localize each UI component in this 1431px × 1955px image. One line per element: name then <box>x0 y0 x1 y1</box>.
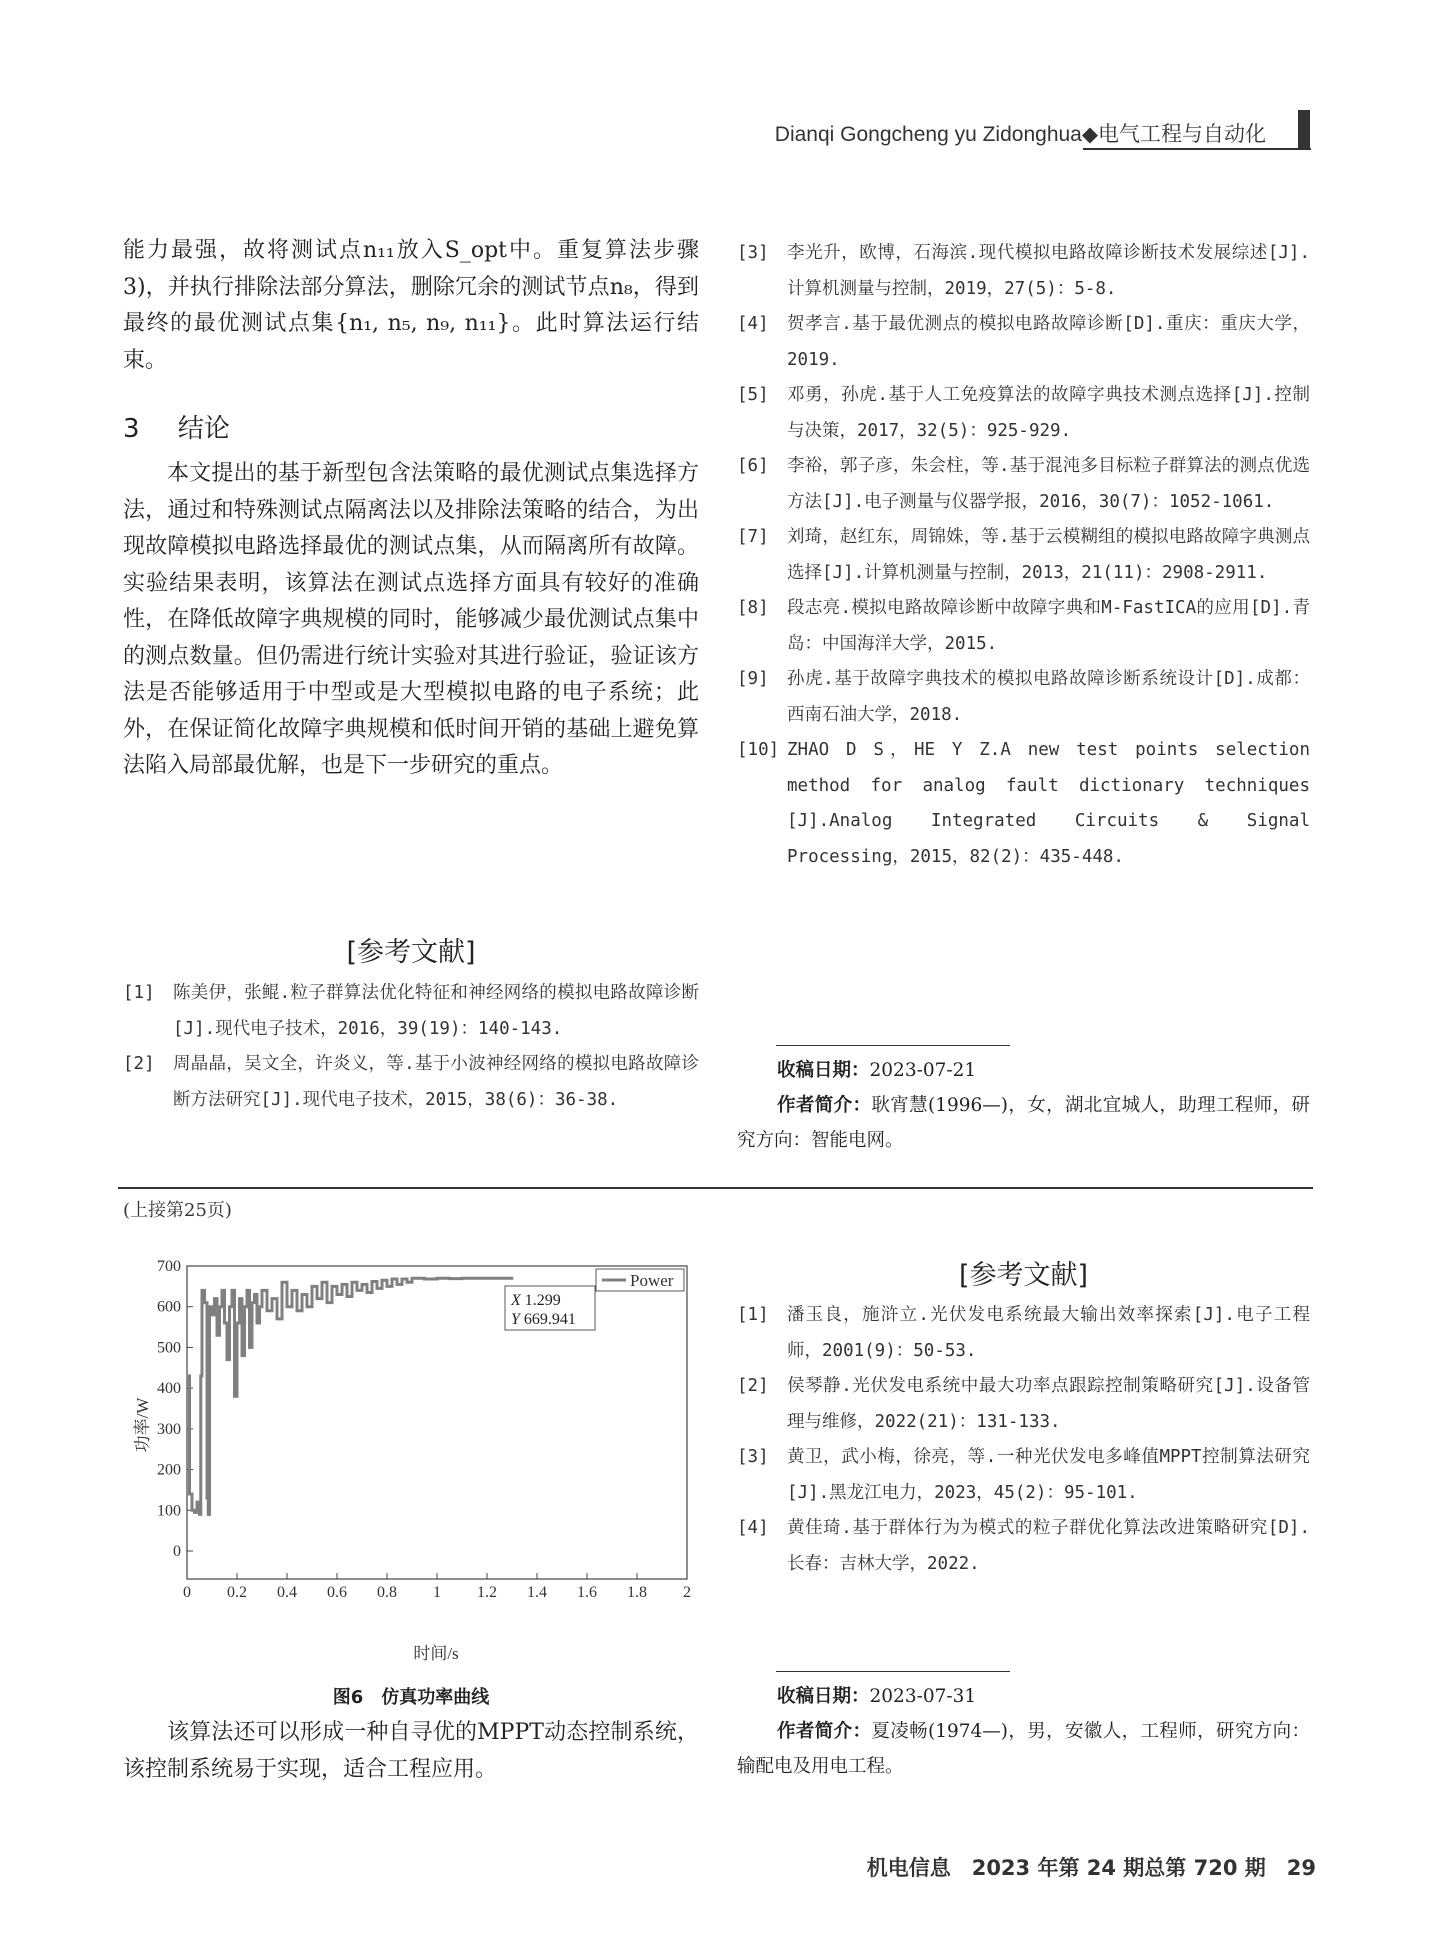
reference-text: 贺孝言.基于最优测点的模拟电路故障诊断[D].重庆：重庆大学，2019. <box>787 314 1310 370</box>
y-tick-label: 300 <box>157 1420 181 1438</box>
x-tick-label: 0.4 <box>277 1584 297 1601</box>
x-tick-label: 1.8 <box>627 1584 647 1601</box>
y-tick-label: 700 <box>157 1258 181 1275</box>
reference-item <box>123 976 699 1047</box>
figure-caption: 图6 仿真功率曲线 <box>332 1687 490 1708</box>
bottom-paragraph: 该算法还可以形成一种自寻优的MPPT动态控制系统，该控制系统易于实现，适合工程应用。 <box>123 1720 699 1782</box>
x-tick-label: 0.8 <box>377 1584 397 1601</box>
reference-text: 李裕，郭子彦，朱会柱，等.基于混沌多目标粒子群算法的测点优选方法[J].电子测量与仪器学报，2016，30(7)：1052-1061. <box>787 456 1310 512</box>
y-tick-label: 400 <box>157 1380 181 1398</box>
left-paragraph-1: 能力最强，故将测试点n₁₁放入S_opt中。重复算法步骤3)，并执行排除法部分算法，删除冗余的测试节点n₈，得到最终的最优测试点集{n₁, n₅, n₉, n₁₁}。此时算法运行结束。 <box>123 238 699 373</box>
article-footnote <box>737 1679 1310 1784</box>
bottom-refs-list <box>737 1298 1310 1582</box>
reference-item <box>737 662 1310 733</box>
reference-text: 孙虎.基于故障字典技术的模拟电路故障诊断系统设计[D].成都：西南石油大学，2018. <box>787 669 1310 725</box>
footnote-rule <box>776 1671 1010 1672</box>
reference-text: 黄佳琦.基于群体行为为模式的粒子群优化算法改进策略研究[D].长春：吉林大学，2022. <box>787 1518 1310 1574</box>
y-axis-label: 功率/W <box>133 1397 152 1453</box>
reference-text: ZHAO D S，HE Y Z.A new test points selection method for analog fault dictionary techniques [J].Analog Integrated Circuits & Signal Processing，2015，82(2)：435-448. <box>787 740 1310 867</box>
reference-item <box>737 520 1310 591</box>
reference-text: 段志亮.模拟电路故障诊断中故障字典和M-FastICA的应用[D].青岛：中国海洋大学，2015. <box>787 598 1310 654</box>
reference-item <box>737 733 1310 875</box>
reference-text: 李光升，欧博，石海滨.现代模拟电路故障诊断技术发展综述[J].计算机测量与控制，2019，27(5)：5-8. <box>787 243 1310 299</box>
right-refs-list <box>737 236 1310 875</box>
received-date: 收稿日期：2023-07-31 <box>777 1686 977 1707</box>
section-divider <box>118 1187 1313 1189</box>
page-footer: 机电信息 2023 年第 24 期总第 720 期 29 <box>866 1856 1316 1880</box>
y-tick-label: 600 <box>157 1298 181 1316</box>
x-tick-label: 1.4 <box>527 1584 547 1601</box>
reference-number: [7] <box>737 527 769 547</box>
x-tick-label: 1.2 <box>477 1584 497 1601</box>
reference-text: 潘玉良，施浒立.光伏发电系统最大输出效率探索[J].电子工程师，2001(9)：50-53. <box>787 1305 1310 1361</box>
x-tick-label: 0 <box>183 1584 191 1601</box>
x-tick-label: 1.6 <box>577 1584 597 1601</box>
reference-text: 陈美伊，张鲲.粒子群算法优化特征和神经网络的模拟电路故障诊断[J].现代电子技术，2016，39(19)：140-143. <box>173 983 699 1039</box>
reference-number: [3] <box>737 243 769 263</box>
header-bar <box>1298 110 1310 148</box>
reference-text: 黄卫，武小梅，徐亮，等.一种光伏发电多峰值MPPT控制算法研究[J].黑龙江电力，2023，45(2)：95-101. <box>787 1447 1310 1503</box>
reference-item <box>737 236 1310 307</box>
reference-number: [6] <box>737 456 769 476</box>
footnote-rule <box>776 1045 1010 1046</box>
svg-text:Y669.941: Y 669.941 <box>511 1311 576 1328</box>
x-tick-label: 0.2 <box>227 1584 247 1601</box>
power-chart <box>118 1255 698 1680</box>
left-refs-title: [参考文献] <box>346 937 476 968</box>
section-number: 3 <box>123 414 140 444</box>
x-axis <box>183 1573 691 1601</box>
reference-item <box>737 591 1310 662</box>
section-title: 结论 <box>177 414 230 444</box>
svg-text:X1.299: X 1.299 <box>511 1292 561 1309</box>
reference-item <box>737 449 1310 520</box>
reference-item <box>123 1047 699 1118</box>
x-tick-label: 2 <box>683 1584 691 1601</box>
continued-note: (上接第25页) <box>123 1200 232 1221</box>
y-tick-label: 200 <box>157 1461 181 1479</box>
article-footnote <box>737 1053 1310 1158</box>
reference-number: [1] <box>737 1305 769 1325</box>
received-date: 收稿日期：2023-07-21 <box>777 1060 977 1081</box>
reference-number: [2] <box>123 1054 155 1074</box>
conclusion-paragraph: 本文提出的基于新型包含法策略的最优测试点集选择方法，通过和特殊测试点隔离法以及排除法策略的结合，为出现故障模拟电路选择最优的测试点集，从而隔离所有故障。实验结果表明，该算法在测试点选择方面具有较好的准确性，在降低故障字典规模的同时，能够减少最优测试点集中的测点数量。但仍需进行统计实验对其进行验证，验证该方法是否能够适用于中型或是大型模拟电路的电子系统；此外，在保证简化故障字典规模和低时间开销的基础上避免算法陷入局部最优解，也是下一步研究的重点。 <box>123 461 699 778</box>
reference-item <box>737 307 1310 378</box>
reference-item <box>737 1440 1310 1511</box>
reference-number: [2] <box>737 1376 769 1396</box>
plot-frame <box>187 1266 687 1579</box>
chart-legend <box>596 1269 684 1291</box>
header-rule <box>1083 148 1311 150</box>
reference-number: [1] <box>123 983 155 1003</box>
reference-text: 邓勇，孙虎.基于人工免疫算法的故障字典技术测点选择[J].控制与决策，2017，32(5)：925-929. <box>787 385 1310 441</box>
reference-number: [4] <box>737 314 769 334</box>
reference-item <box>737 378 1310 449</box>
reference-number: [10] <box>737 740 780 760</box>
x-tick-label: 1 <box>433 1584 441 1601</box>
reference-item <box>737 1369 1310 1440</box>
reference-text: 刘琦，赵红东，周锦姝，等.基于云模糊组的模拟电路故障字典测点选择[J].计算机测量与控制，2013，21(11)：2908-2911. <box>787 527 1310 583</box>
reference-number: [9] <box>737 669 769 689</box>
reference-number: [5] <box>737 385 769 405</box>
author-bio: 作者简介：耿宵慧(1996—)，女，湖北宜城人，助理工程师，研究方向：智能电网。 <box>737 1095 1310 1151</box>
datatip-annotation <box>505 1286 595 1330</box>
reference-item <box>737 1511 1310 1582</box>
reference-item <box>737 1298 1310 1369</box>
reference-text: 周晶晶，吴文全，许炎义，等.基于小波神经网络的模拟电路故障诊断方法研究[J].现代电子技术，2015，38(6)：36-38. <box>173 1054 699 1110</box>
section-heading <box>123 408 230 445</box>
y-tick-label: 0 <box>173 1543 181 1560</box>
reference-number: [8] <box>737 598 769 618</box>
legend-label: Power <box>630 1271 674 1290</box>
x-tick-label: 0.6 <box>327 1584 347 1601</box>
y-tick-label: 500 <box>157 1339 181 1357</box>
author-bio: 作者简介：夏凌畅(1974—)，男，安徽人，工程师，研究方向：输配电及用电工程。 <box>737 1721 1310 1777</box>
reference-number: [3] <box>737 1447 769 1467</box>
bottom-refs-title: [参考文献] <box>958 1260 1089 1291</box>
reference-number: [4] <box>737 1518 769 1538</box>
reference-text: 侯琴静.光伏发电系统中最大功率点跟踪控制策略研究[J].设备管理与维修，2022(21)：131-133. <box>787 1376 1310 1432</box>
power-series-line <box>187 1278 512 1514</box>
left-refs-list <box>123 976 699 1118</box>
y-tick-label: 100 <box>157 1502 181 1520</box>
x-axis-label: 时间/s <box>413 1644 459 1663</box>
running-header: Dianqi Gongcheng yu Zidonghua◆电气工程与自动化 <box>774 123 1266 146</box>
